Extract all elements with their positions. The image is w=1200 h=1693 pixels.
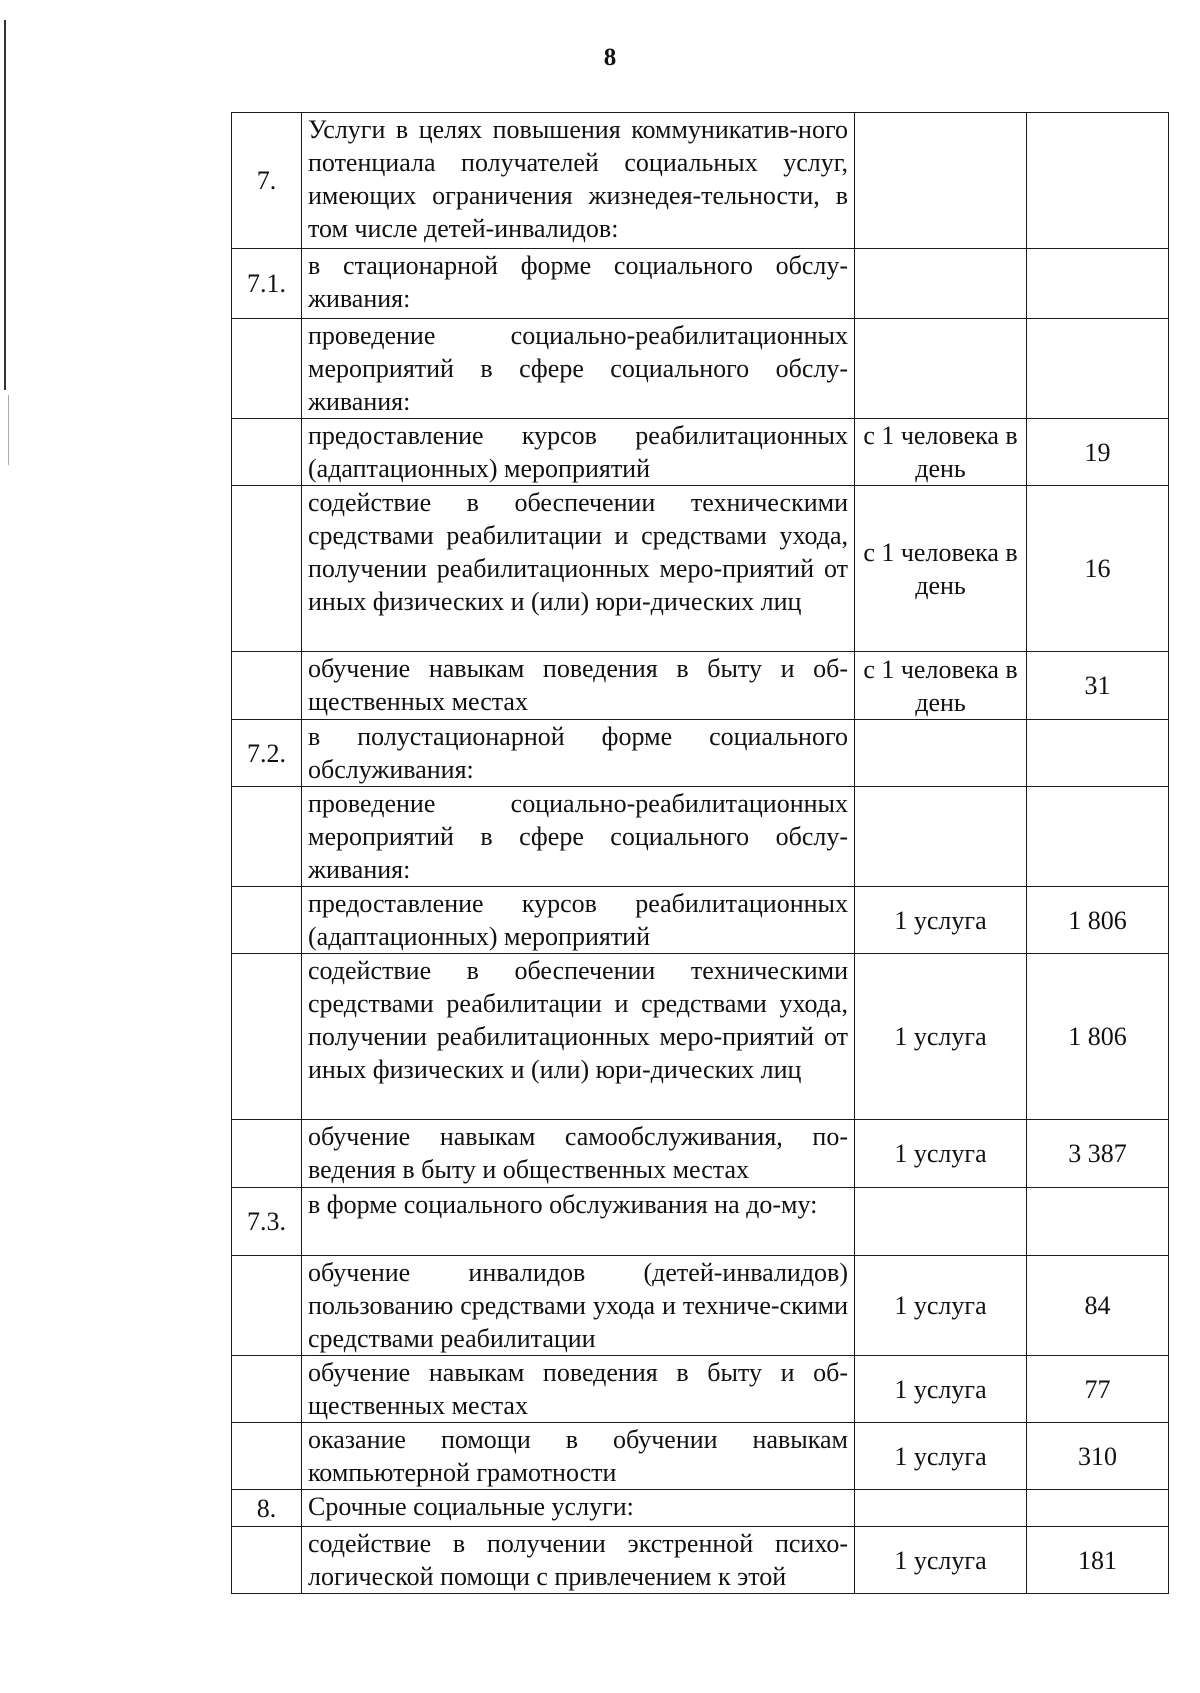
measure-unit: 1 услуга (855, 1256, 1027, 1356)
row-number: 7.2. (232, 720, 302, 787)
table-row (232, 1356, 1169, 1423)
row-number (232, 1120, 302, 1188)
table-row (232, 319, 1169, 419)
measure-unit (855, 113, 1027, 249)
service-name: обучение инвалидов (детей-инвалидов) пользованию средствами ухода и техниче-скими средствами реабилитации (302, 1256, 855, 1356)
table-row (232, 249, 1169, 319)
measure-unit (855, 249, 1027, 319)
table-row (232, 720, 1169, 787)
service-value: 310 (1027, 1423, 1169, 1490)
service-value (1027, 113, 1169, 249)
table-row (232, 954, 1169, 1120)
service-value: 31 (1027, 652, 1169, 720)
row-number: 8. (232, 1490, 302, 1527)
table-row (232, 1527, 1169, 1594)
service-value: 1 806 (1027, 954, 1169, 1120)
service-value (1027, 787, 1169, 887)
table-row (232, 1423, 1169, 1490)
service-name: предоставление курсов реабилитационных (адаптационных) мероприятий (302, 887, 855, 954)
table-row (232, 419, 1169, 486)
measure-unit (855, 1188, 1027, 1256)
service-value: 16 (1027, 486, 1169, 652)
scan-margin-line-faint (8, 395, 9, 465)
service-value: 84 (1027, 1256, 1169, 1356)
table-row (232, 113, 1169, 249)
row-number (232, 486, 302, 652)
measure-unit: 1 услуга (855, 1527, 1027, 1594)
service-name: Услуги в целях повышения коммуникатив-ного потенциала получателей социальных услуг, имеющих ограничения жизнедея-тельности, в том числе детей-инвалидов: (302, 113, 855, 249)
service-value (1027, 1490, 1169, 1527)
row-number (232, 787, 302, 887)
row-number (232, 954, 302, 1120)
service-name: проведение социально-реабилитационных мероприятий в сфере социального обслу-живания: (302, 787, 855, 887)
service-name: обучение навыкам поведения в быту и об-щественных местах (302, 1356, 855, 1423)
measure-unit (855, 720, 1027, 787)
service-name: проведение социально-реабилитационных мероприятий в сфере социального обслу-живания: (302, 319, 855, 419)
service-name: обучение навыкам самообслуживания, по-ведения в быту и общественных местах (302, 1120, 855, 1188)
row-number (232, 1423, 302, 1490)
measure-unit (855, 1490, 1027, 1527)
service-name: содействие в обеспечении техническими средствами реабилитации и средствами ухода, получении реабилитационных меро-приятий от иных физических и (или) юри-дических лиц (302, 486, 855, 652)
table-row (232, 486, 1169, 652)
measure-unit: с 1 человека в день (855, 486, 1027, 652)
service-name: содействие в обеспечении техническими средствами реабилитации и средствами ухода, получении реабилитационных меро-приятий от иных физических и (или) юри-дических лиц (302, 954, 855, 1120)
service-name: обучение навыкам поведения в быту и об-щественных местах (302, 652, 855, 720)
row-number (232, 887, 302, 954)
measure-unit: 1 услуга (855, 1423, 1027, 1490)
row-number (232, 319, 302, 419)
service-value (1027, 319, 1169, 419)
table-row (232, 1188, 1169, 1256)
table-row (232, 1490, 1169, 1527)
table-row (232, 652, 1169, 720)
row-number (232, 1527, 302, 1594)
service-name: содействие в получении экстренной психо-логической помощи с привлечением к этой (302, 1527, 855, 1594)
service-name: в полустационарной форме социального обслуживания: (302, 720, 855, 787)
measure-unit (855, 787, 1027, 887)
table-row (232, 1256, 1169, 1356)
service-value (1027, 249, 1169, 319)
row-number (232, 1256, 302, 1356)
row-number: 7. (232, 113, 302, 249)
service-value (1027, 1188, 1169, 1256)
service-name: в форме социального обслуживания на до-му: (302, 1188, 855, 1256)
row-number: 7.3. (232, 1188, 302, 1256)
service-value: 77 (1027, 1356, 1169, 1423)
measure-unit: 1 услуга (855, 954, 1027, 1120)
row-number: 7.1. (232, 249, 302, 319)
service-value (1027, 720, 1169, 787)
measure-unit (855, 319, 1027, 419)
measure-unit: с 1 человека в день (855, 652, 1027, 720)
scan-margin-line (4, 20, 6, 390)
measure-unit: 1 услуга (855, 887, 1027, 954)
table-row (232, 787, 1169, 887)
service-value: 1 806 (1027, 887, 1169, 954)
row-number (232, 1356, 302, 1423)
row-number (232, 652, 302, 720)
service-name: оказание помощи в обучении навыкам компьютерной грамотности (302, 1423, 855, 1490)
measure-unit: 1 услуга (855, 1356, 1027, 1423)
measure-unit: 1 услуга (855, 1120, 1027, 1188)
service-name: Срочные социальные услуги: (302, 1490, 855, 1527)
service-name: предоставление курсов реабилитационных (адаптационных) мероприятий (302, 419, 855, 486)
services-table (231, 112, 1169, 1594)
service-value: 19 (1027, 419, 1169, 486)
row-number (232, 419, 302, 486)
service-value: 3 387 (1027, 1120, 1169, 1188)
page-number: 8 (603, 44, 617, 71)
table-row (232, 1120, 1169, 1188)
service-value: 181 (1027, 1527, 1169, 1594)
table-row (232, 887, 1169, 954)
measure-unit: с 1 человека в день (855, 419, 1027, 486)
service-name: в стационарной форме социального обслу-живания: (302, 249, 855, 319)
